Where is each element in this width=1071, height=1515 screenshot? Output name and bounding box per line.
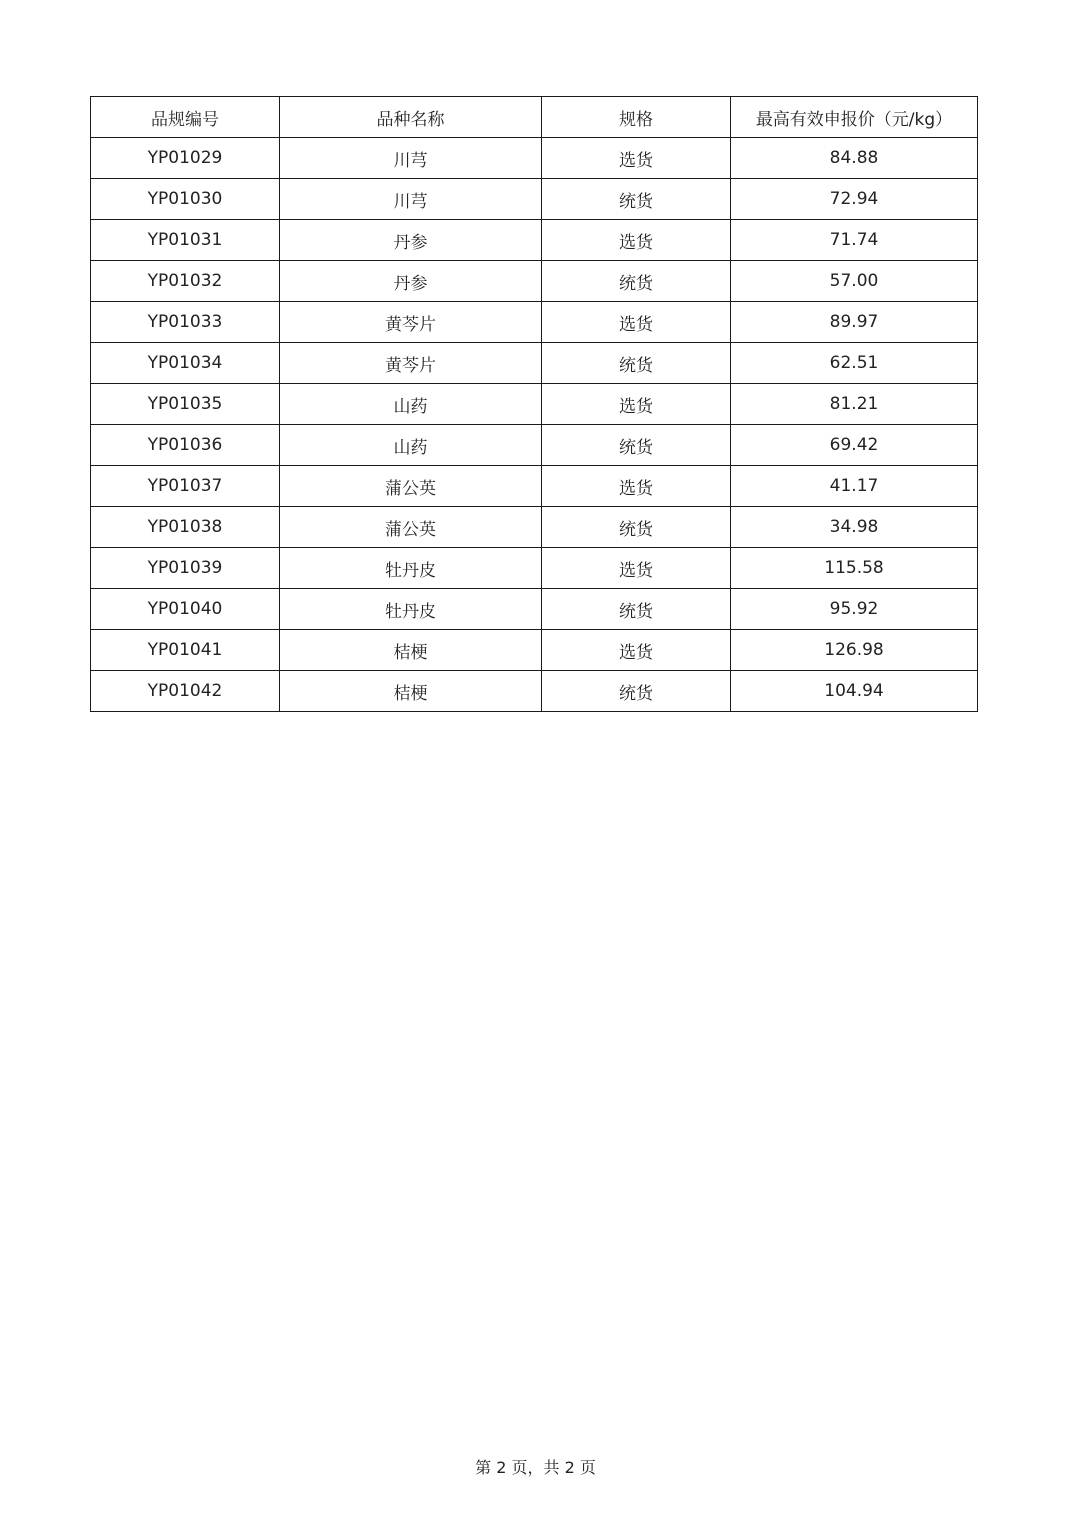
page-number: 第 2 页，共 2 页 <box>475 1458 596 1477</box>
cell-price: 81.21 <box>731 384 978 425</box>
cell-code: YP01042 <box>91 671 280 712</box>
table-row <box>91 507 978 548</box>
cell-price: 69.42 <box>731 425 978 466</box>
cell-name: 川芎 <box>280 138 542 179</box>
price-table <box>90 96 978 712</box>
table-row <box>91 343 978 384</box>
cell-price: 57.00 <box>731 261 978 302</box>
cell-price: 115.58 <box>731 548 978 589</box>
cell-code: YP01031 <box>91 220 280 261</box>
cell-spec: 统货 <box>542 671 731 712</box>
cell-name: 桔梗 <box>280 630 542 671</box>
cell-spec: 选货 <box>542 138 731 179</box>
table-row <box>91 261 978 302</box>
table-row <box>91 630 978 671</box>
cell-spec: 统货 <box>542 179 731 220</box>
table-row <box>91 384 978 425</box>
table-body <box>91 138 978 712</box>
cell-name: 丹参 <box>280 220 542 261</box>
header-spec: 规格 <box>542 97 731 138</box>
cell-name: 蒲公英 <box>280 466 542 507</box>
cell-code: YP01035 <box>91 384 280 425</box>
table-row <box>91 671 978 712</box>
header-name: 品种名称 <box>280 97 542 138</box>
table-header-row <box>91 97 978 138</box>
cell-code: YP01029 <box>91 138 280 179</box>
cell-code: YP01033 <box>91 302 280 343</box>
cell-price: 41.17 <box>731 466 978 507</box>
cell-price: 89.97 <box>731 302 978 343</box>
cell-spec: 选货 <box>542 466 731 507</box>
cell-name: 山药 <box>280 425 542 466</box>
cell-code: YP01036 <box>91 425 280 466</box>
table-row <box>91 302 978 343</box>
cell-spec: 统货 <box>542 507 731 548</box>
cell-price: 126.98 <box>731 630 978 671</box>
table-row <box>91 138 978 179</box>
cell-price: 84.88 <box>731 138 978 179</box>
cell-code: YP01032 <box>91 261 280 302</box>
cell-code: YP01034 <box>91 343 280 384</box>
cell-name: 丹参 <box>280 261 542 302</box>
table-row <box>91 589 978 630</box>
cell-name: 山药 <box>280 384 542 425</box>
cell-name: 桔梗 <box>280 671 542 712</box>
cell-code: YP01041 <box>91 630 280 671</box>
cell-price: 104.94 <box>731 671 978 712</box>
cell-code: YP01037 <box>91 466 280 507</box>
cell-spec: 统货 <box>542 425 731 466</box>
cell-name: 川芎 <box>280 179 542 220</box>
cell-spec: 选货 <box>542 548 731 589</box>
cell-price: 62.51 <box>731 343 978 384</box>
cell-price: 95.92 <box>731 589 978 630</box>
cell-code: YP01040 <box>91 589 280 630</box>
cell-spec: 统货 <box>542 589 731 630</box>
cell-price: 72.94 <box>731 179 978 220</box>
cell-code: YP01038 <box>91 507 280 548</box>
header-price: 最高有效申报价（元/kg） <box>731 97 978 138</box>
cell-spec: 选货 <box>542 220 731 261</box>
cell-name: 黄芩片 <box>280 343 542 384</box>
table-row <box>91 220 978 261</box>
cell-price: 71.74 <box>731 220 978 261</box>
cell-name: 牡丹皮 <box>280 589 542 630</box>
table-row <box>91 548 978 589</box>
cell-name: 蒲公英 <box>280 507 542 548</box>
table-row <box>91 179 978 220</box>
cell-code: YP01039 <box>91 548 280 589</box>
cell-spec: 选货 <box>542 302 731 343</box>
cell-name: 黄芩片 <box>280 302 542 343</box>
table-row <box>91 425 978 466</box>
cell-spec: 选货 <box>542 384 731 425</box>
cell-spec: 统货 <box>542 261 731 302</box>
cell-code: YP01030 <box>91 179 280 220</box>
table-row <box>91 466 978 507</box>
cell-price: 34.98 <box>731 507 978 548</box>
header-code: 品规编号 <box>91 97 280 138</box>
cell-spec: 统货 <box>542 343 731 384</box>
cell-spec: 选货 <box>542 630 731 671</box>
cell-name: 牡丹皮 <box>280 548 542 589</box>
